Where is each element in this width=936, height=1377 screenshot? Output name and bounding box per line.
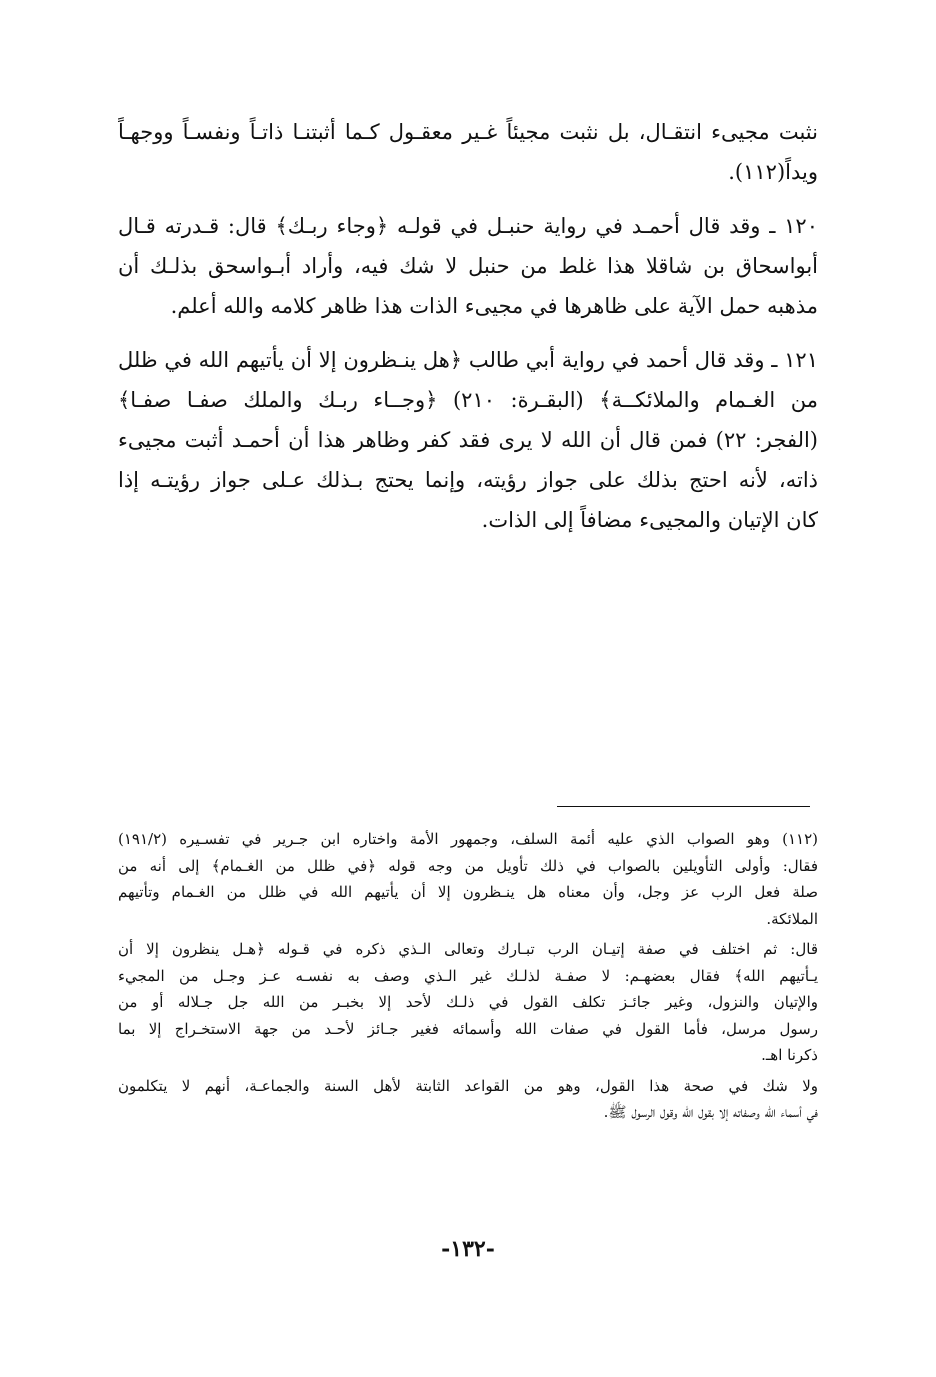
text-line: ذاته، لأنه احتج بذلك على جواز رؤيته، وإنما يحتج بـذلك عـلى جواز رؤيتـه إذا (118, 468, 818, 492)
footnote-112 (118, 826, 818, 932)
text-line: مذهبه حمل الآية على ظاهرها في مجيىء الذات هذا ظاهر كلامه والله أعلم. (170, 294, 818, 318)
footnote-line: (١١٢) وهو الصواب الذي عليه أئمة السلف، وجمهور الأمة واختاره ابن جـرير في تفسـيره (١٩١/٢) (118, 830, 818, 848)
footnote-line: فقال: وأولى التأويلين بالصواب في ذلك تأويل من وجه قوله ﴿في ظلل من الغـمام﴾ إلى أنه من (118, 856, 818, 875)
page-number: -١٣٢- (441, 1236, 495, 1262)
footnote-line: صلة فعل الرب عز وجل، وأن معناه هل ينـظرون إلا أن يأتيهم الله في ظلل من الغـمام وتأتيهم (118, 883, 818, 901)
text-line: ١٢٠ ـ وقد قال أحمـد في رواية حنبـل في قولـه ﴿وجاء ربـك﴾ قال: قـدرته قـال (118, 214, 818, 238)
text-line: (الفجر: ٢٢) فمن قال أن الله لا يرى فقد كفر وظاهر هذا أن أحمـد أثبت مجيىء (118, 428, 818, 452)
paragraph-121 (118, 340, 818, 540)
footnote-separator (557, 806, 810, 807)
text-line: ١٢١ ـ وقد قال أحمد في رواية أبي طالب ﴿هل ينـظرون إلا أن يأتيهم الله في ظلل (118, 348, 818, 372)
footnotes (118, 826, 818, 1130)
footnote-line: في أسماء الله وصفاته إلا بقول الله وقول الرسول ﷺ. (603, 1103, 818, 1121)
footnote-line: الملائكة. (766, 909, 818, 928)
footnote-quote (118, 936, 818, 1069)
paragraph-120 (118, 206, 818, 326)
paragraph-1 (118, 112, 818, 192)
text-line: نثبت مجيىء انتقـال، بل نثبت مجيئاً غـير معقـول كـما أثبتنـا ذاتـاً ونفسـاً ووجهـاً (118, 120, 818, 144)
footnote-line: ولا شك في صحة هذا القول، وهو من القواعد الثابتة لأهل السنة والجماعـة، أنهم لا يتكلمون (118, 1076, 818, 1095)
footnote-line: رسول مرسل، فأما القول في صفات الله وأسمائه فغير جـائز لأحـد من جهة الاستخـراج إلا بما (118, 1019, 818, 1038)
text-line: ويداً(١١٢). (728, 160, 818, 184)
footnote-line: يـأتيهم الله﴾ فقال بعضهـم: لا صفـة لذلـك غير الـذي وصف به نفسـه عـز وجـل من المجيء (118, 966, 818, 985)
main-text (118, 112, 818, 554)
footnote-line: والإتيان والنزول، وغير جائـز تكلف القول في ذلـك لأحد إلا بخبـر من الله جل جـلاله أو من (118, 993, 818, 1011)
text-line: كان الإتيان والمجيىء مضافاً إلى الذات. (481, 508, 818, 532)
text-line: من الغـمام والملائكــة﴾ (البقـرة: ٢١٠) ﴿وجــاء ربـك والملك صفـا صفـا﴾ (118, 388, 818, 412)
footnote-conclusion (118, 1073, 818, 1126)
footnote-line: ذكرنا اهـ. (761, 1046, 818, 1064)
text-line: أبواسحاق بن شاقلا هذا غلط من حنبل لا شك فيه، وأراد أبـواسحق بذلـك أن (118, 254, 818, 278)
footnote-line: قال: ثم اختلف في صفة إتيـان الرب تبـارك وتعالى الـذي ذكره في قـوله ﴿هـل ينظرون إلا أن (118, 940, 818, 958)
